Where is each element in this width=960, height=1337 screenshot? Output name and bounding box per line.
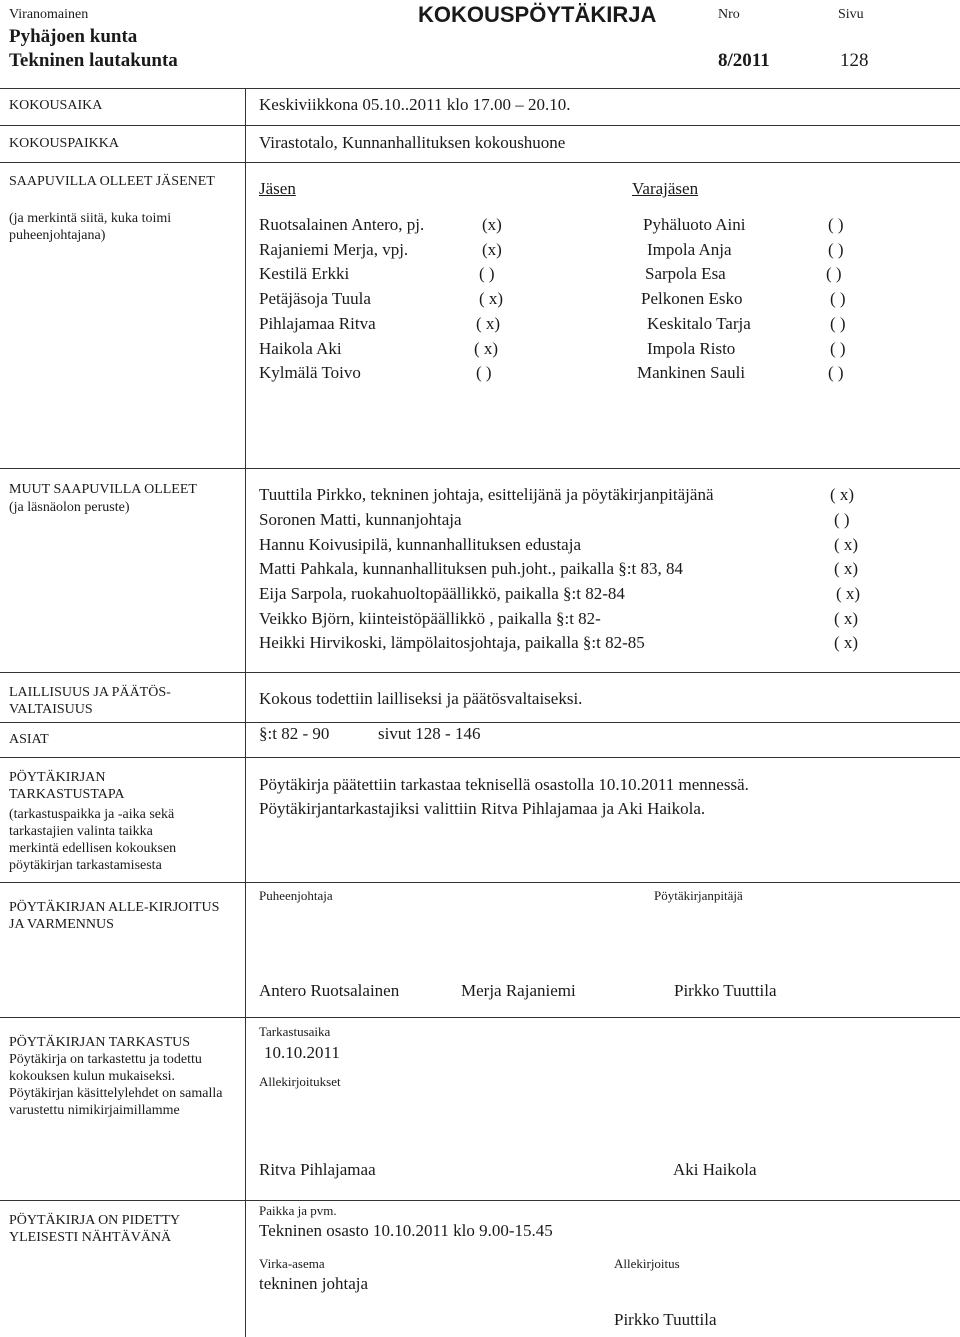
attendee-attendance: ( )	[834, 510, 850, 529]
check-method-line: Pöytäkirjantarkastajiksi valittiin Ritva Pihlajamaa ja Aki Haikola.	[259, 799, 706, 818]
others-label: MUUT SAAPUVILLA OLLEET	[9, 482, 197, 497]
page-label: Sivu	[838, 7, 864, 22]
deputy-name: Mankinen Sauli	[637, 363, 746, 382]
divider	[0, 882, 960, 883]
attendee-attendance: ( x)	[834, 633, 859, 652]
review-note: Pöytäkirja on tarkastettu ja todettu kokouksen kulun mukaiseksi. Pöytäkirjan käsittelylehdet on samalla varustettu nimikirjaimillamme	[9, 1052, 223, 1118]
deputy-name: Keskitalo Tarja	[647, 314, 751, 333]
column-divider	[245, 88, 246, 1337]
divider	[0, 468, 960, 469]
chair-label: Puheenjohtaja	[259, 888, 333, 903]
pages-range: sivut 128 - 146	[378, 724, 481, 743]
member-attendance: ( x)	[479, 289, 504, 308]
position: tekninen johtaja	[259, 1274, 369, 1293]
attendee: Eija Sarpola, ruokahuoltopäällikkö, paikalla §:t 82-84	[259, 584, 625, 603]
member-attendance: ( x)	[474, 339, 499, 358]
divider	[0, 672, 960, 673]
deputy-name: Pelkonen Esko	[641, 289, 743, 308]
attendee: Soronen Matti, kunnanjohtaja	[259, 510, 462, 529]
deputy-attendance: ( )	[830, 339, 846, 358]
place-date: Tekninen osasto 10.10.2011 klo 9.00-15.45	[259, 1221, 553, 1240]
legality-label: LAILLISUUS JA PÄÄTÖS-VALTAISUUS	[9, 685, 171, 717]
vice-chair-signature: Merja Rajaniemi	[461, 981, 576, 1000]
member-name: Pihlajamaa Ritva	[259, 314, 376, 333]
deputy-attendance: ( )	[830, 289, 846, 308]
present-members-note: (ja merkintä siitä, kuka toimi puheenjohtajana)	[9, 211, 172, 243]
deputy-column-header: Varajäsen	[632, 179, 699, 198]
reviewer-signature: Aki Haikola	[673, 1160, 757, 1179]
member-name: Rajaniemi Merja, vpj.	[259, 240, 409, 259]
member-name: Petäjäsoja Tuula	[259, 289, 371, 308]
deputy-attendance: ( )	[828, 363, 844, 382]
attendee-attendance: ( x)	[834, 535, 859, 554]
signer-name: Pirkko Tuuttila	[614, 1310, 717, 1329]
deputy-name: Impola Risto	[647, 339, 736, 358]
attendee: Heikki Hirvikoski, lämpölaitosjohtaja, paikalla §:t 82-85	[259, 633, 645, 652]
deputy-attendance: ( )	[830, 314, 846, 333]
divider	[0, 1017, 960, 1018]
member-attendance: ( )	[476, 363, 492, 382]
check-method-line: Pöytäkirja päätettiin tarkastaa teknisellä osastolla 10.10.2011 mennessä.	[259, 775, 749, 794]
number-label: Nro	[718, 7, 740, 22]
authority-label: Viranomainen	[9, 7, 89, 22]
divider	[0, 757, 960, 758]
review-label: PÖYTÄKIRJAN TARKASTUS	[9, 1035, 191, 1050]
attendee-attendance: ( x)	[834, 609, 859, 628]
public-display-label: PÖYTÄKIRJA ON PIDETTY YLEISESTI NÄHTÄVÄNÄ	[9, 1213, 180, 1245]
divider	[0, 88, 960, 89]
attendee-attendance: ( x)	[836, 584, 861, 603]
member-attendance: (x)	[482, 240, 502, 259]
deputy-attendance: ( )	[828, 215, 844, 234]
meeting-time-label: KOKOUSAIKA	[9, 98, 103, 113]
attendee: Veikko Björn, kiinteistöpäällikkö , paikalla §:t 82-	[259, 609, 601, 628]
attendee: Matti Pahkala, kunnanhallituksen puh.joht., paikalla §:t 83, 84	[259, 559, 683, 578]
present-members-label: SAAPUVILLA OLLEET JÄSENET	[9, 174, 215, 189]
member-attendance: ( )	[479, 264, 495, 283]
divider	[0, 1200, 960, 1201]
review-time-label: Tarkastusaika	[259, 1024, 331, 1039]
member-name: Kylmälä Toivo	[259, 363, 361, 382]
member-attendance: (x)	[482, 215, 502, 234]
check-method-note: (tarkastuspaikka ja -aika sekä tarkastajien valinta taikka merkintä edellisen kokouksen pöytäkirjan tarkastamisesta	[9, 807, 177, 873]
meeting-place: Virastotalo, Kunnanhallituksen kokoushuone	[259, 133, 566, 152]
deputy-attendance: ( )	[828, 240, 844, 259]
review-date: 10.10.2011	[264, 1043, 340, 1062]
attendee: Tuuttila Pirkko, tekninen johtaja, esittelijänä ja pöytäkirjanpitäjänä	[259, 485, 714, 504]
position-label: Virka-asema	[259, 1256, 325, 1271]
signatures-label: PÖYTÄKIRJAN ALLE-KIRJOITUS JA VARMENNUS	[9, 900, 220, 932]
divider	[0, 125, 960, 126]
meeting-number: 8/2011	[718, 50, 770, 71]
legality-statement: Kokous todettiin lailliseksi ja päätösvaltaiseksi.	[259, 689, 583, 708]
deputy-name: Pyhäluoto Aini	[643, 215, 746, 234]
page-number: 128	[840, 50, 869, 71]
items-label: ASIAT	[9, 732, 49, 747]
attendee-attendance: ( x)	[834, 559, 859, 578]
municipality-name: Pyhäjoen kunta	[9, 26, 138, 47]
deputy-attendance: ( )	[826, 264, 842, 283]
review-signatures-label: Allekirjoitukset	[259, 1074, 341, 1089]
sections-range: §:t 82 - 90	[259, 724, 330, 743]
divider	[0, 162, 960, 163]
chair-signature: Antero Ruotsalainen	[259, 981, 400, 1000]
board-name: Tekninen lautakunta	[9, 50, 178, 71]
meeting-place-label: KOKOUSPAIKKA	[9, 136, 119, 151]
others-note: (ja läsnäolon peruste)	[9, 500, 130, 515]
divider	[0, 722, 960, 723]
reviewer-signature: Ritva Pihlajamaa	[259, 1160, 376, 1179]
signature-label: Allekirjoitus	[614, 1256, 680, 1271]
member-name: Haikola Aki	[259, 339, 342, 358]
meeting-time: Keskiviikkona 05.10..2011 klo 17.00 – 20.10.	[259, 95, 571, 114]
secretary-signature: Pirkko Tuuttila	[674, 981, 777, 1000]
document-title: KOKOUSPÖYTÄKIRJA	[418, 2, 657, 27]
deputy-name: Impola Anja	[647, 240, 732, 259]
attendee-attendance: ( x)	[830, 485, 855, 504]
deputy-name: Sarpola Esa	[645, 264, 726, 283]
member-column-header: Jäsen	[259, 179, 296, 198]
check-method-label: PÖYTÄKIRJAN TARKASTUSTAPA	[9, 770, 125, 802]
secretary-label: Pöytäkirjanpitäjä	[654, 888, 743, 903]
member-name: Ruotsalainen Antero, pj.	[259, 215, 425, 234]
member-name: Kestilä Erkki	[259, 264, 350, 283]
attendee: Hannu Koivusipilä, kunnanhallituksen edustaja	[259, 535, 581, 554]
member-attendance: ( x)	[476, 314, 501, 333]
place-date-label: Paikka ja pvm.	[259, 1203, 337, 1218]
